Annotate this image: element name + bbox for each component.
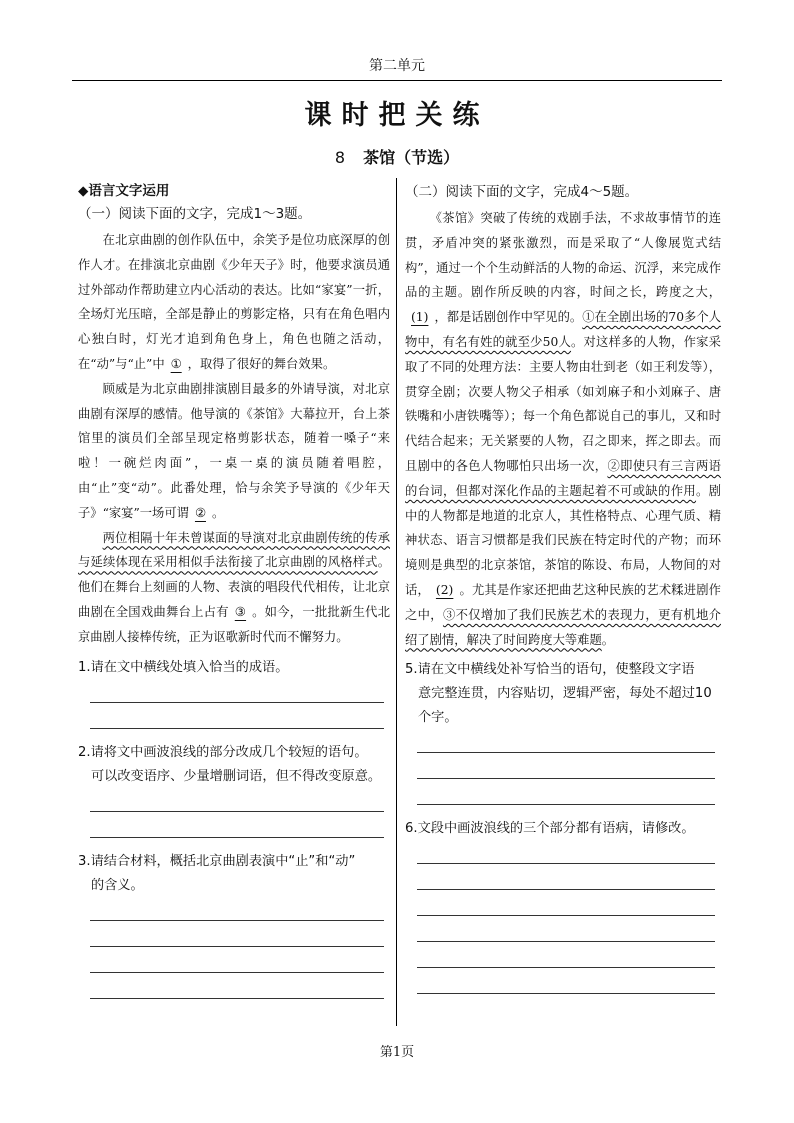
question-6 <box>405 817 721 841</box>
text-span: ，取得了很好的舞台效果。 <box>187 356 336 371</box>
passage-two-paragraph <box>405 206 721 652</box>
question-text: 请在文中横线处补写恰当的语句，使整段文字语 <box>417 662 695 678</box>
answer-line[interactable] <box>90 812 384 838</box>
column-divider <box>396 178 397 1026</box>
question-text: 文段中画波浪线的三个部分都有语病，请修改。 <box>417 821 695 837</box>
question-number: 2. <box>78 744 91 760</box>
blank-3: ③ <box>234 604 247 619</box>
lesson-title: 茶馆（节选） <box>363 148 460 167</box>
answer-line[interactable] <box>90 703 384 729</box>
passage-one <box>78 228 390 650</box>
passage-one-paragraph-3 <box>78 526 390 650</box>
text-span: 顾威是为北京曲剧排演剧目最多的外请导演，对北京曲剧有深厚的感情。他导演的《茶馆》大幕拉开，台上茶馆里的演员们全部呈现定格剪影状态，随着一嗓子“来啦！一碗烂肉面”，一桌一桌的演员随着唱腔，由“止”变“动”。此番处理，恰与余笑予导演的《少年天子》“家宴”一场可谓 <box>78 381 390 520</box>
text-span: 《茶馆》突破了传统的戏剧手法，不求故事情节的连贯，矛盾冲突的紧张激烈，而是采取了“人像展览式结构”，通过一个个生动鲜活的人物的命运、沉浮，来完成作品的主题。剧作所反映的内容，时间之长，跨度之大， <box>405 211 721 300</box>
question-1 <box>78 656 390 680</box>
page-title: 课时把关练 <box>304 100 490 131</box>
left-column <box>78 180 390 999</box>
wavy-underlined-sentence: 两位相隔十年未曾谋面的导演对北京曲剧传统的传承与延续体现在采用相似手法衔接了北京曲剧的风格样式 <box>78 530 390 570</box>
unit-header: 第二单元 <box>369 58 425 74</box>
header-rule <box>72 80 722 81</box>
answer-line[interactable] <box>417 942 715 968</box>
wavy-underlined-sentence-1: ①在全剧出场的70多个人物中，有名有姓的就至少50人 <box>405 310 721 349</box>
question-text-continued: 意完整连贯，内容贴切，逻辑严密，每处不超过10个字。 <box>418 686 712 726</box>
answer-line[interactable] <box>417 730 715 753</box>
passage-one-paragraph-1 <box>78 228 390 377</box>
question-number: 5. <box>405 662 418 678</box>
blank-2: ② <box>194 505 206 520</box>
blank-2: (2) <box>435 582 454 597</box>
question-number: 3. <box>78 853 91 869</box>
passage-one-paragraph-2 <box>78 377 390 526</box>
text-span: 在北京曲剧的创作队伍中，余笑予是位功底深厚的创作人才。在排演北京曲剧《少年天子》时，他要求演员通过外部动作帮助建立内心活动的表达。比如“家宴”一折，全场灯光压暗，全部是静止的剪影定格，只有在角色唱内心独白时，灯光才追到角色身上，角色也随之活动，在“动”与“止”中 <box>78 233 390 371</box>
answer-line[interactable] <box>90 680 384 703</box>
question-number: 1. <box>78 659 91 675</box>
answer-line[interactable] <box>90 973 384 999</box>
answer-line[interactable] <box>90 898 384 921</box>
page-footer: 第1页 <box>379 1045 415 1060</box>
answer-line[interactable] <box>417 779 715 805</box>
question-2 <box>78 741 390 789</box>
question-3 <box>78 850 390 898</box>
question-text: 请将文中画波浪线的部分改成几个较短的语句。 <box>90 744 368 760</box>
answer-line[interactable] <box>417 864 715 890</box>
text-span: 。尤其是作家还把曲艺这种民族的艺术糅进剧作之中， <box>405 582 721 622</box>
answer-line[interactable] <box>417 753 715 779</box>
right-column <box>405 180 721 994</box>
question-text: 请结合材料，概括北京曲剧表演中“止”和“动” <box>90 853 356 869</box>
wavy-underlined-sentence-3: ③不仅增加了我们民族艺术的表现力，更有机地介绍了剧情，解决了时间跨度大等难题 <box>405 607 721 647</box>
wavy-underlined-sentence-2: ②即使只有三言两语的台词，但都对深化作品的主题起着不可或缺的作用 <box>405 458 721 498</box>
answer-line[interactable] <box>90 789 384 812</box>
text-span: 。对这样多的人物，作家采取了不同的处理方法：主要人物由壮到老（如王利发等），贯穿全剧；次要人物父子相承（如刘麻子和小刘麻子、唐铁嘴和小唐铁嘴等）；每一个角色都说自己的事儿，又和时代结合起来；无关紧要的人物，召之即来，挥之即去。而且剧中的各色人物哪怕只出场一次， <box>405 334 721 473</box>
answer-line[interactable] <box>417 968 715 994</box>
text-span: ，都是话剧创作中罕见的。 <box>434 310 583 325</box>
blank-1: ① <box>170 356 182 371</box>
question-text: 请在文中横线处填入恰当的成语。 <box>90 659 289 675</box>
text-span: 。如今，一批批新生代北京曲剧人接棒传统，正为讴歌新时代而不懈努力。 <box>78 604 390 644</box>
question-5 <box>405 658 721 730</box>
text-span: 。他们在舞台上刻画的人物、表演的唱段代代相传，让北京曲剧在全国戏曲舞台上占有 <box>78 555 390 619</box>
part-two-instruction: （二）阅读下面的文字，完成4～5题。 <box>405 184 639 200</box>
text-span: 。剧中的人物都是地道的北京人，其性格特点、心理气质、精神状态、语言习惯都是我们民族在特定时代的产物；而环境则是典型的北京茶馆，茶馆的陈设、布局，人物间的对话， <box>405 483 721 597</box>
text-span: 。 <box>211 505 225 520</box>
lesson-subtitle <box>0 146 794 170</box>
blank-1: (1) <box>411 310 429 325</box>
text-span: 。 <box>601 632 615 647</box>
section-heading: ◆语言文字运用 <box>78 183 170 199</box>
question-number: 6. <box>405 821 418 837</box>
answer-line[interactable] <box>417 890 715 916</box>
question-text-continued: 可以改变语序、少量增删词语，但不得改变原意。 <box>91 768 382 784</box>
part-one-instruction: （一）阅读下面的文字，完成1～3题。 <box>78 206 312 222</box>
lesson-number: 8 <box>334 148 346 167</box>
answer-line[interactable] <box>90 947 384 973</box>
answer-line[interactable] <box>417 841 715 864</box>
question-text-continued: 的含义。 <box>91 877 144 893</box>
answer-line[interactable] <box>90 921 384 947</box>
answer-line[interactable] <box>417 916 715 942</box>
passage-two <box>405 206 721 652</box>
